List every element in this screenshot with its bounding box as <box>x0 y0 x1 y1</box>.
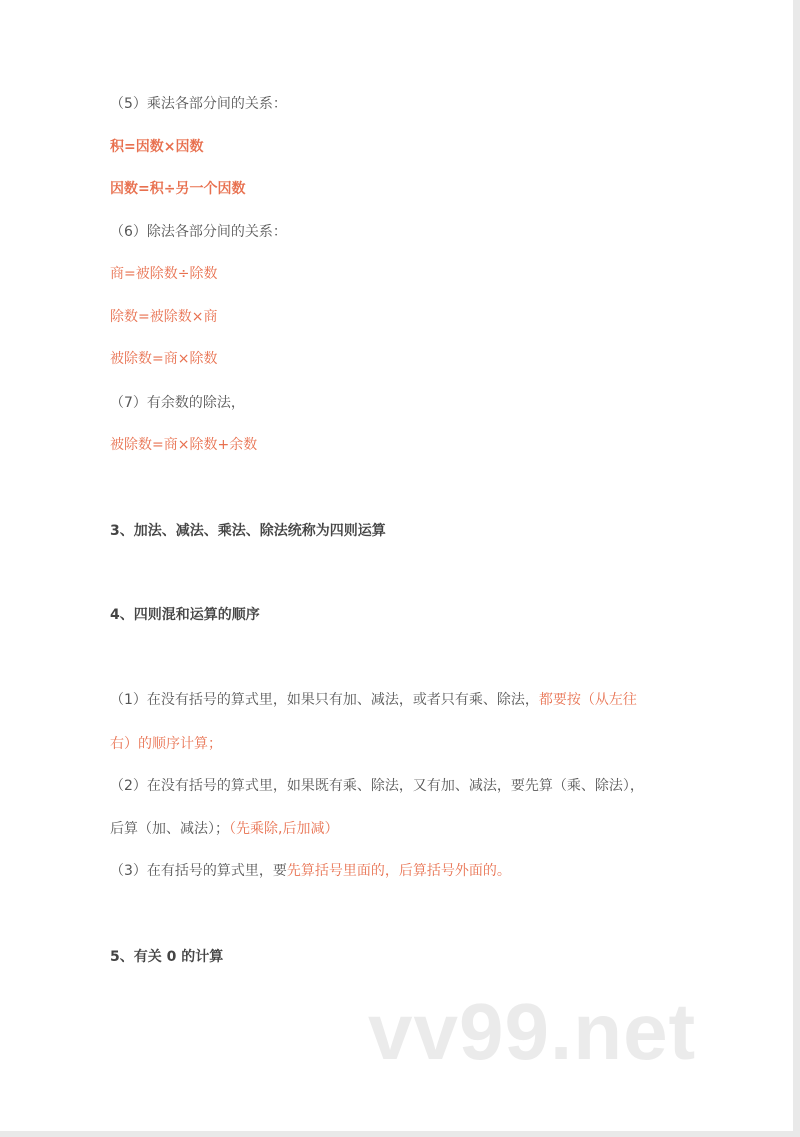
order-rule-1 <box>110 690 637 710</box>
order-rule-2: （2）在没有括号的算式里，如果既有乘、除法，又有加、减法，要先算（乘、除法）， <box>110 778 644 794</box>
order-rule-2-highlight: （先乘除,后加减） <box>229 821 339 837</box>
order-rule-3-text: （3）在有括号的算式里，要 <box>110 863 287 879</box>
order-rule-3-highlight: 先算括号里面的，后算括号外面的。 <box>286 863 511 879</box>
div-relation-title: （6）除法各部分间的关系： <box>110 224 287 240</box>
heading-operation-order: 4、四则混和运算的顺序 <box>110 607 260 623</box>
heading-four-operations: 3、加法、减法、乘法、除法统称为四则运算 <box>110 523 386 539</box>
factor-formula: 因数=积÷另一个因数 <box>110 181 246 197</box>
divisor-formula: 除数=被除数×商 <box>110 309 218 325</box>
product-formula: 积=因数×因数 <box>110 139 204 155</box>
order-rule-2-line2 <box>110 819 338 839</box>
order-rule-1-continuation: 右）的顺序计算； <box>110 736 222 752</box>
mult-relation-title: （5）乘法各部分间的关系： <box>110 96 287 112</box>
remainder-formula: 被除数=商×除数+余数 <box>110 437 258 453</box>
quotient-formula: 商=被除数÷除数 <box>110 266 218 282</box>
order-rule-1-text: （1）在没有括号的算式里，如果只有加、减法，或者只有乘、除法， <box>110 692 539 708</box>
watermark: vv99.net <box>368 987 697 1076</box>
heading-zero-calc: 5、有关 0 的计算 <box>110 949 224 965</box>
order-rule-2-text: 后算（加、减法）； <box>110 821 229 837</box>
remainder-div-title: （7）有余数的除法， <box>110 395 245 411</box>
order-rule-3 <box>110 861 511 881</box>
dividend-formula: 被除数=商×除数 <box>110 351 218 367</box>
order-rule-1-highlight: 都要按（从左往 <box>538 692 637 708</box>
